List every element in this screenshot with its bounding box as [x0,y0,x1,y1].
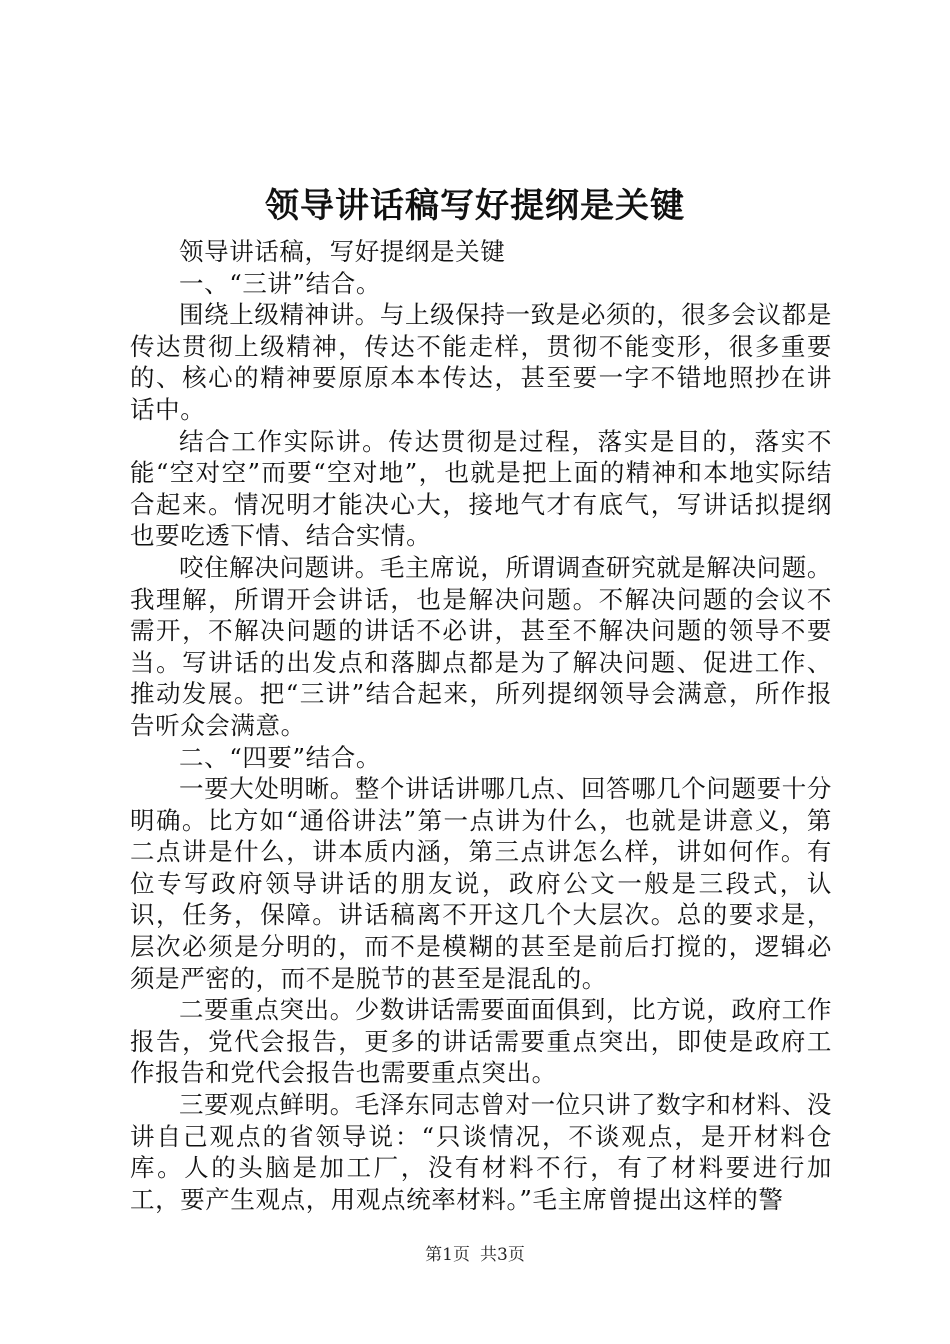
section-heading-2: 二、“四要”结合。 [179,742,381,772]
paragraph: 二要重点突出。少数讲话需要面面俱到，比方说，政府工作报告，党代会报告，更多的讲话需要重点突出，即使是政府工作报告和党代会报告也需要重点突出。 [130,995,832,1088]
paragraph: 围绕上级精神讲。与上级保持一致是必须的，很多会议都是传达贯彻上级精神，传达不能走样，贯彻不能变形，很多重要的、核心的精神要原原本本传达，甚至要一字不错地照抄在讲话中。 [130,300,832,424]
section-heading-1: 一、“三讲”结合。 [179,268,381,298]
paragraph: 结合工作实际讲。传达贯彻是过程，落实是目的，落实不能“空对空”而要“空对地”，也就是把上面的精神和本地实际结合起来。情况明才能决心大，接地气才有底气，写讲话拟提纲也要吃透下情、结合实情。 [130,426,832,551]
document-title: 领导讲话稿写好提纲是关键 [265,186,685,226]
document-body [130,236,832,1215]
paragraph-subtitle: 领导讲话稿，写好提纲是关键 [179,237,506,266]
page-number: 第1页 [425,1245,470,1265]
paragraph: 三要观点鲜明。毛泽东同志曾对一位只讲了数字和材料、没讲自己观点的省领导说：“只谈情况，不谈观点，是开材料仓库。人的头脑是加工厂，没有材料不行，有了材料要进行加工，要产生观点，用观点统率材料。”毛主席曾提出这样的警 [130,1090,832,1214]
page-total: 共3页 [480,1245,525,1265]
page-footer [0,1243,950,1267]
paragraph: 一要大处明晰。整个讲话讲哪几点、回答哪几个问题要十分明确。比方如“通俗讲法”第一点讲为什么，也就是讲意义，第二点讲是什么，讲本质内涵，第三点讲怎么样，讲如何作。有位专写政府领导讲话的朋友说，政府公文一般是三段式，认识，任务，保障。讲话稿离不开这几个大层次。总的要求是，层次必须是分明的，而不是模糊的甚至是前后打搅的，逻辑必须是严密的，而不是脱节的甚至是混乱的。 [130,774,832,993]
paragraph: 咬住解决问题讲。毛主席说，所谓调查研究就是解决问题。我理解，所谓开会讲话，也是解决问题。不解决问题的会议不需开，不解决问题的讲话不必讲，甚至不解决问题的领导不要当。写讲话的出发点和落脚点都是为了解决问题、促进工作、推动发展。把“三讲”结合起来，所列提纲领导会满意，所作报告听众会满意。 [130,552,832,740]
